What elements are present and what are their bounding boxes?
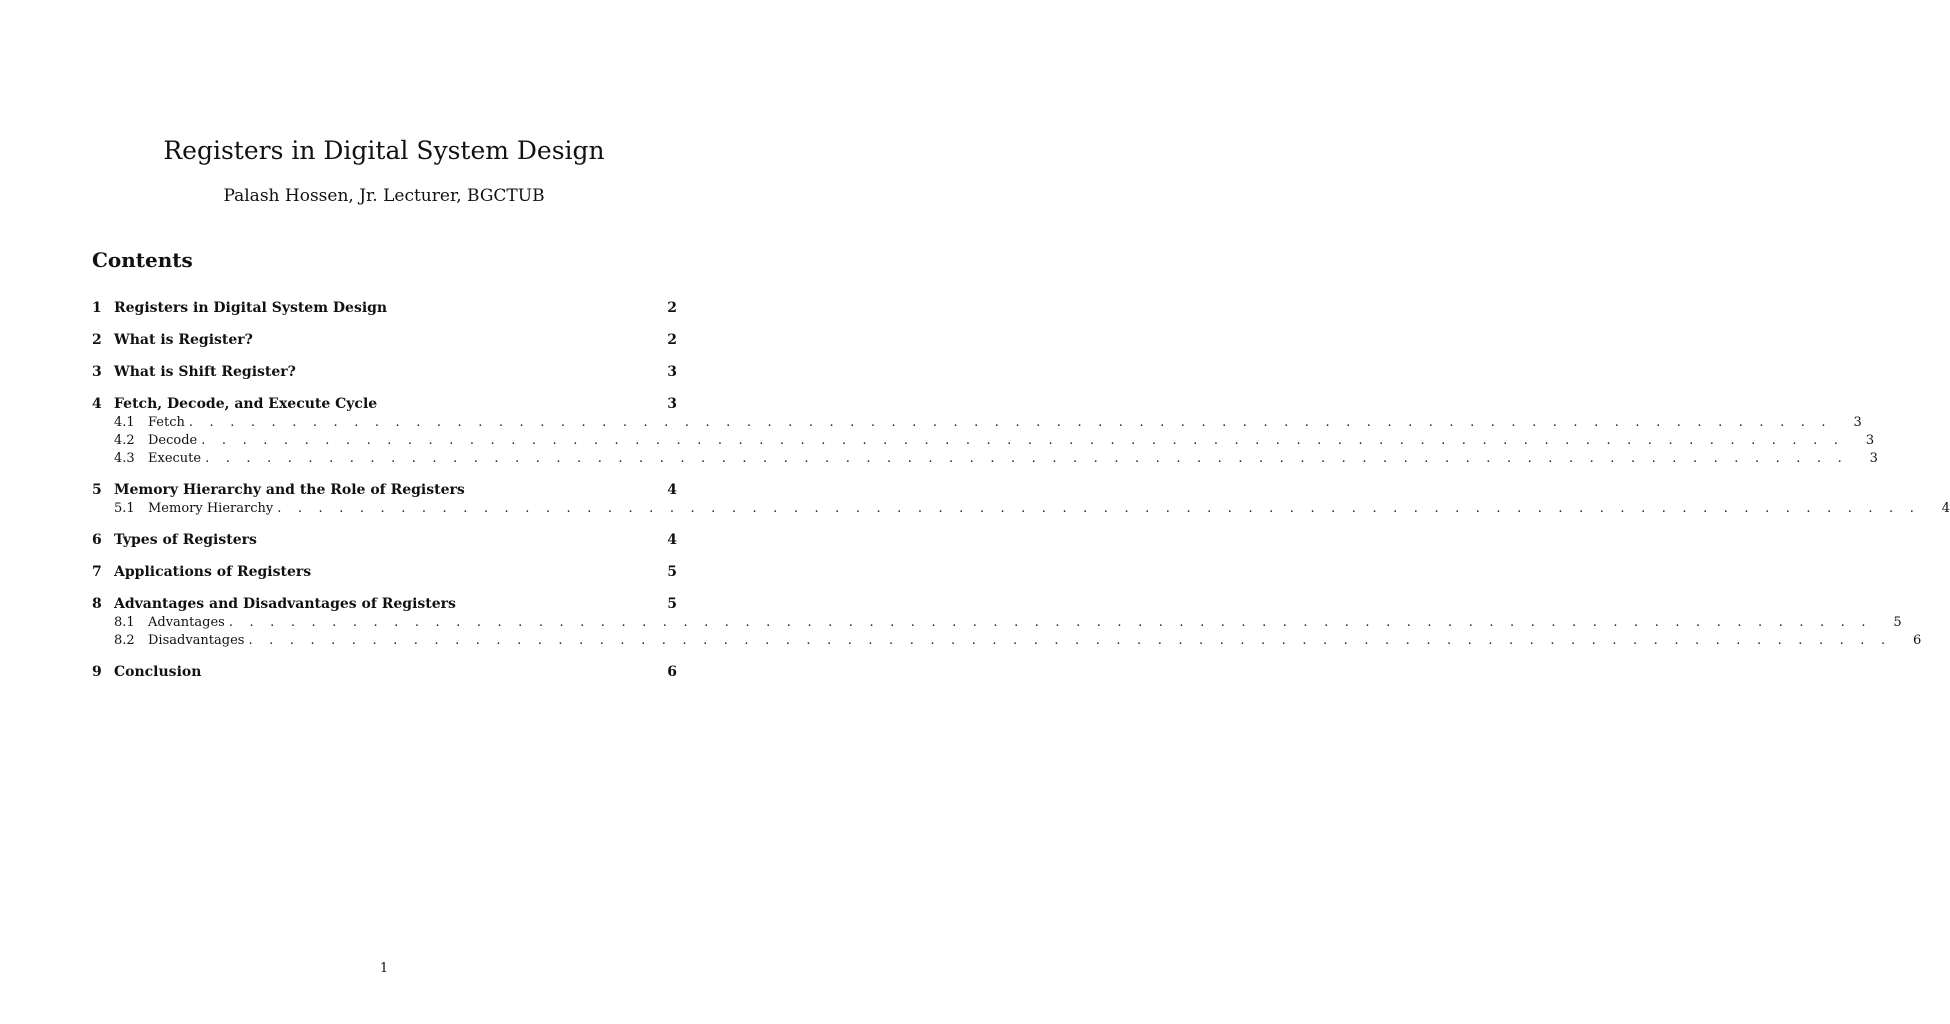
toc-subsection-title: Fetch	[148, 415, 185, 430]
toc-section-page: 6	[667, 664, 677, 680]
toc-section[interactable]	[92, 480, 677, 500]
toc-section[interactable]	[92, 662, 677, 682]
toc-subsection-page: 6	[1913, 633, 1922, 648]
toc-subsection[interactable]	[92, 632, 1922, 650]
toc-section-title: Memory Hierarchy and the Role of Registers	[114, 482, 465, 498]
toc-subsection-title: Advantages	[148, 615, 225, 630]
toc-subsection[interactable]	[92, 500, 1950, 518]
toc-section-title: What is Shift Register?	[114, 364, 296, 380]
toc-section-number: 6	[92, 532, 102, 548]
toc-section-number: 1	[92, 300, 102, 316]
toc-subsection-page: 4	[1941, 501, 1950, 516]
toc-section-page: 4	[667, 532, 677, 548]
toc-section-title: Conclusion	[114, 664, 202, 680]
toc-subsection-title: Execute	[148, 451, 202, 466]
toc-dot-leader: . . . . . . . . . . . . . . . . . . . . . . . . . . . . . . . . . . . . . . . . . . . . . . . . . . . . . . . . . . . . . . . . . . . . . . . . . . . . . . . .	[248, 633, 1892, 648]
toc-subsection[interactable]	[92, 432, 1875, 450]
table-of-contents	[92, 298, 1950, 682]
toc-section-number: 3	[92, 364, 102, 380]
toc-subsection-page: 3	[1865, 433, 1875, 448]
toc-subsection[interactable]	[92, 450, 1878, 468]
toc-subsection-number: 4.3	[114, 451, 135, 466]
toc-section[interactable]	[92, 562, 677, 582]
toc-section-title: Applications of Registers	[114, 564, 312, 580]
toc-section-page: 3	[667, 364, 677, 380]
toc-section-page: 2	[667, 332, 677, 348]
toc-section-number: 4	[92, 396, 102, 412]
toc-section[interactable]	[92, 330, 677, 350]
toc-section-title: Advantages and Disadvantages of Registers	[114, 596, 456, 612]
toc-section[interactable]	[92, 394, 677, 414]
toc-subsection-title: Memory Hierarchy	[148, 501, 274, 516]
toc-subsection-number: 5.1	[114, 501, 135, 516]
toc-subsection-number: 4.2	[114, 433, 135, 448]
toc-section-title: Fetch, Decode, and Execute Cycle	[114, 396, 378, 412]
toc-section-number: 8	[92, 596, 102, 612]
toc-subsection-number: 4.1	[114, 415, 135, 430]
document-title: Registers in Digital System Design	[163, 136, 605, 165]
toc-section-number: 5	[92, 482, 102, 498]
page-number: 1	[379, 961, 389, 976]
toc-section-page: 2	[667, 300, 677, 316]
toc-section[interactable]	[92, 530, 677, 550]
toc-section[interactable]	[92, 298, 677, 318]
toc-subsection-title: Disadvantages	[148, 633, 245, 648]
toc-section-number: 7	[92, 564, 102, 580]
toc-section-page: 5	[667, 564, 677, 580]
toc-section-number: 2	[92, 332, 102, 348]
document-author: Palash Hossen, Jr. Lecturer, BGCTUB	[223, 186, 545, 206]
toc-section-page: 5	[667, 596, 677, 612]
toc-subsection-page: 3	[1853, 415, 1862, 430]
toc-section-title: What is Register?	[114, 332, 253, 348]
toc-dot-leader: . . . . . . . . . . . . . . . . . . . . . . . . . . . . . . . . . . . . . . . . . . . . . . . . . . . . . . . . . . . . . . . . . . . . . . . . . . . . . . . .	[201, 433, 1845, 448]
toc-subsection-title: Decode	[148, 433, 198, 448]
toc-section-title: Registers in Digital System Design	[114, 300, 388, 316]
toc-subsection-page: 5	[1893, 615, 1902, 630]
toc-subsection-number: 8.2	[114, 633, 135, 648]
toc-subsection[interactable]	[92, 614, 1902, 632]
toc-section[interactable]	[92, 594, 677, 614]
toc-dot-leader: . . . . . . . . . . . . . . . . . . . . . . . . . . . . . . . . . . . . . . . . . . . . . . . . . . . . . . . . . . . . . . . . . . . . . . . . . . . . . . . .	[228, 615, 1872, 630]
toc-dot-leader: . . . . . . . . . . . . . . . . . . . . . . . . . . . . . . . . . . . . . . . . . . . . . . . . . . . . . . . . . . . . . . . . . . . . . . . . . . . . . . . .	[277, 501, 1921, 516]
toc-subsection[interactable]	[92, 414, 1862, 432]
toc-section-page: 3	[667, 396, 677, 412]
contents-heading: Contents	[92, 248, 193, 272]
toc-section[interactable]	[92, 362, 677, 382]
toc-subsection-number: 8.1	[114, 615, 135, 630]
toc-subsection-page: 3	[1869, 451, 1878, 466]
toc-section-number: 9	[92, 664, 102, 680]
toc-dot-leader: . . . . . . . . . . . . . . . . . . . . . . . . . . . . . . . . . . . . . . . . . . . . . . . . . . . . . . . . . . . . . . . . . . . . . . . . . . . . . . . .	[188, 415, 1832, 430]
toc-section-page: 4	[667, 482, 677, 498]
toc-section-title: Types of Registers	[114, 532, 257, 548]
toc-dot-leader: . . . . . . . . . . . . . . . . . . . . . . . . . . . . . . . . . . . . . . . . . . . . . . . . . . . . . . . . . . . . . . . . . . . . . . . . . . . . . . . .	[205, 451, 1848, 466]
